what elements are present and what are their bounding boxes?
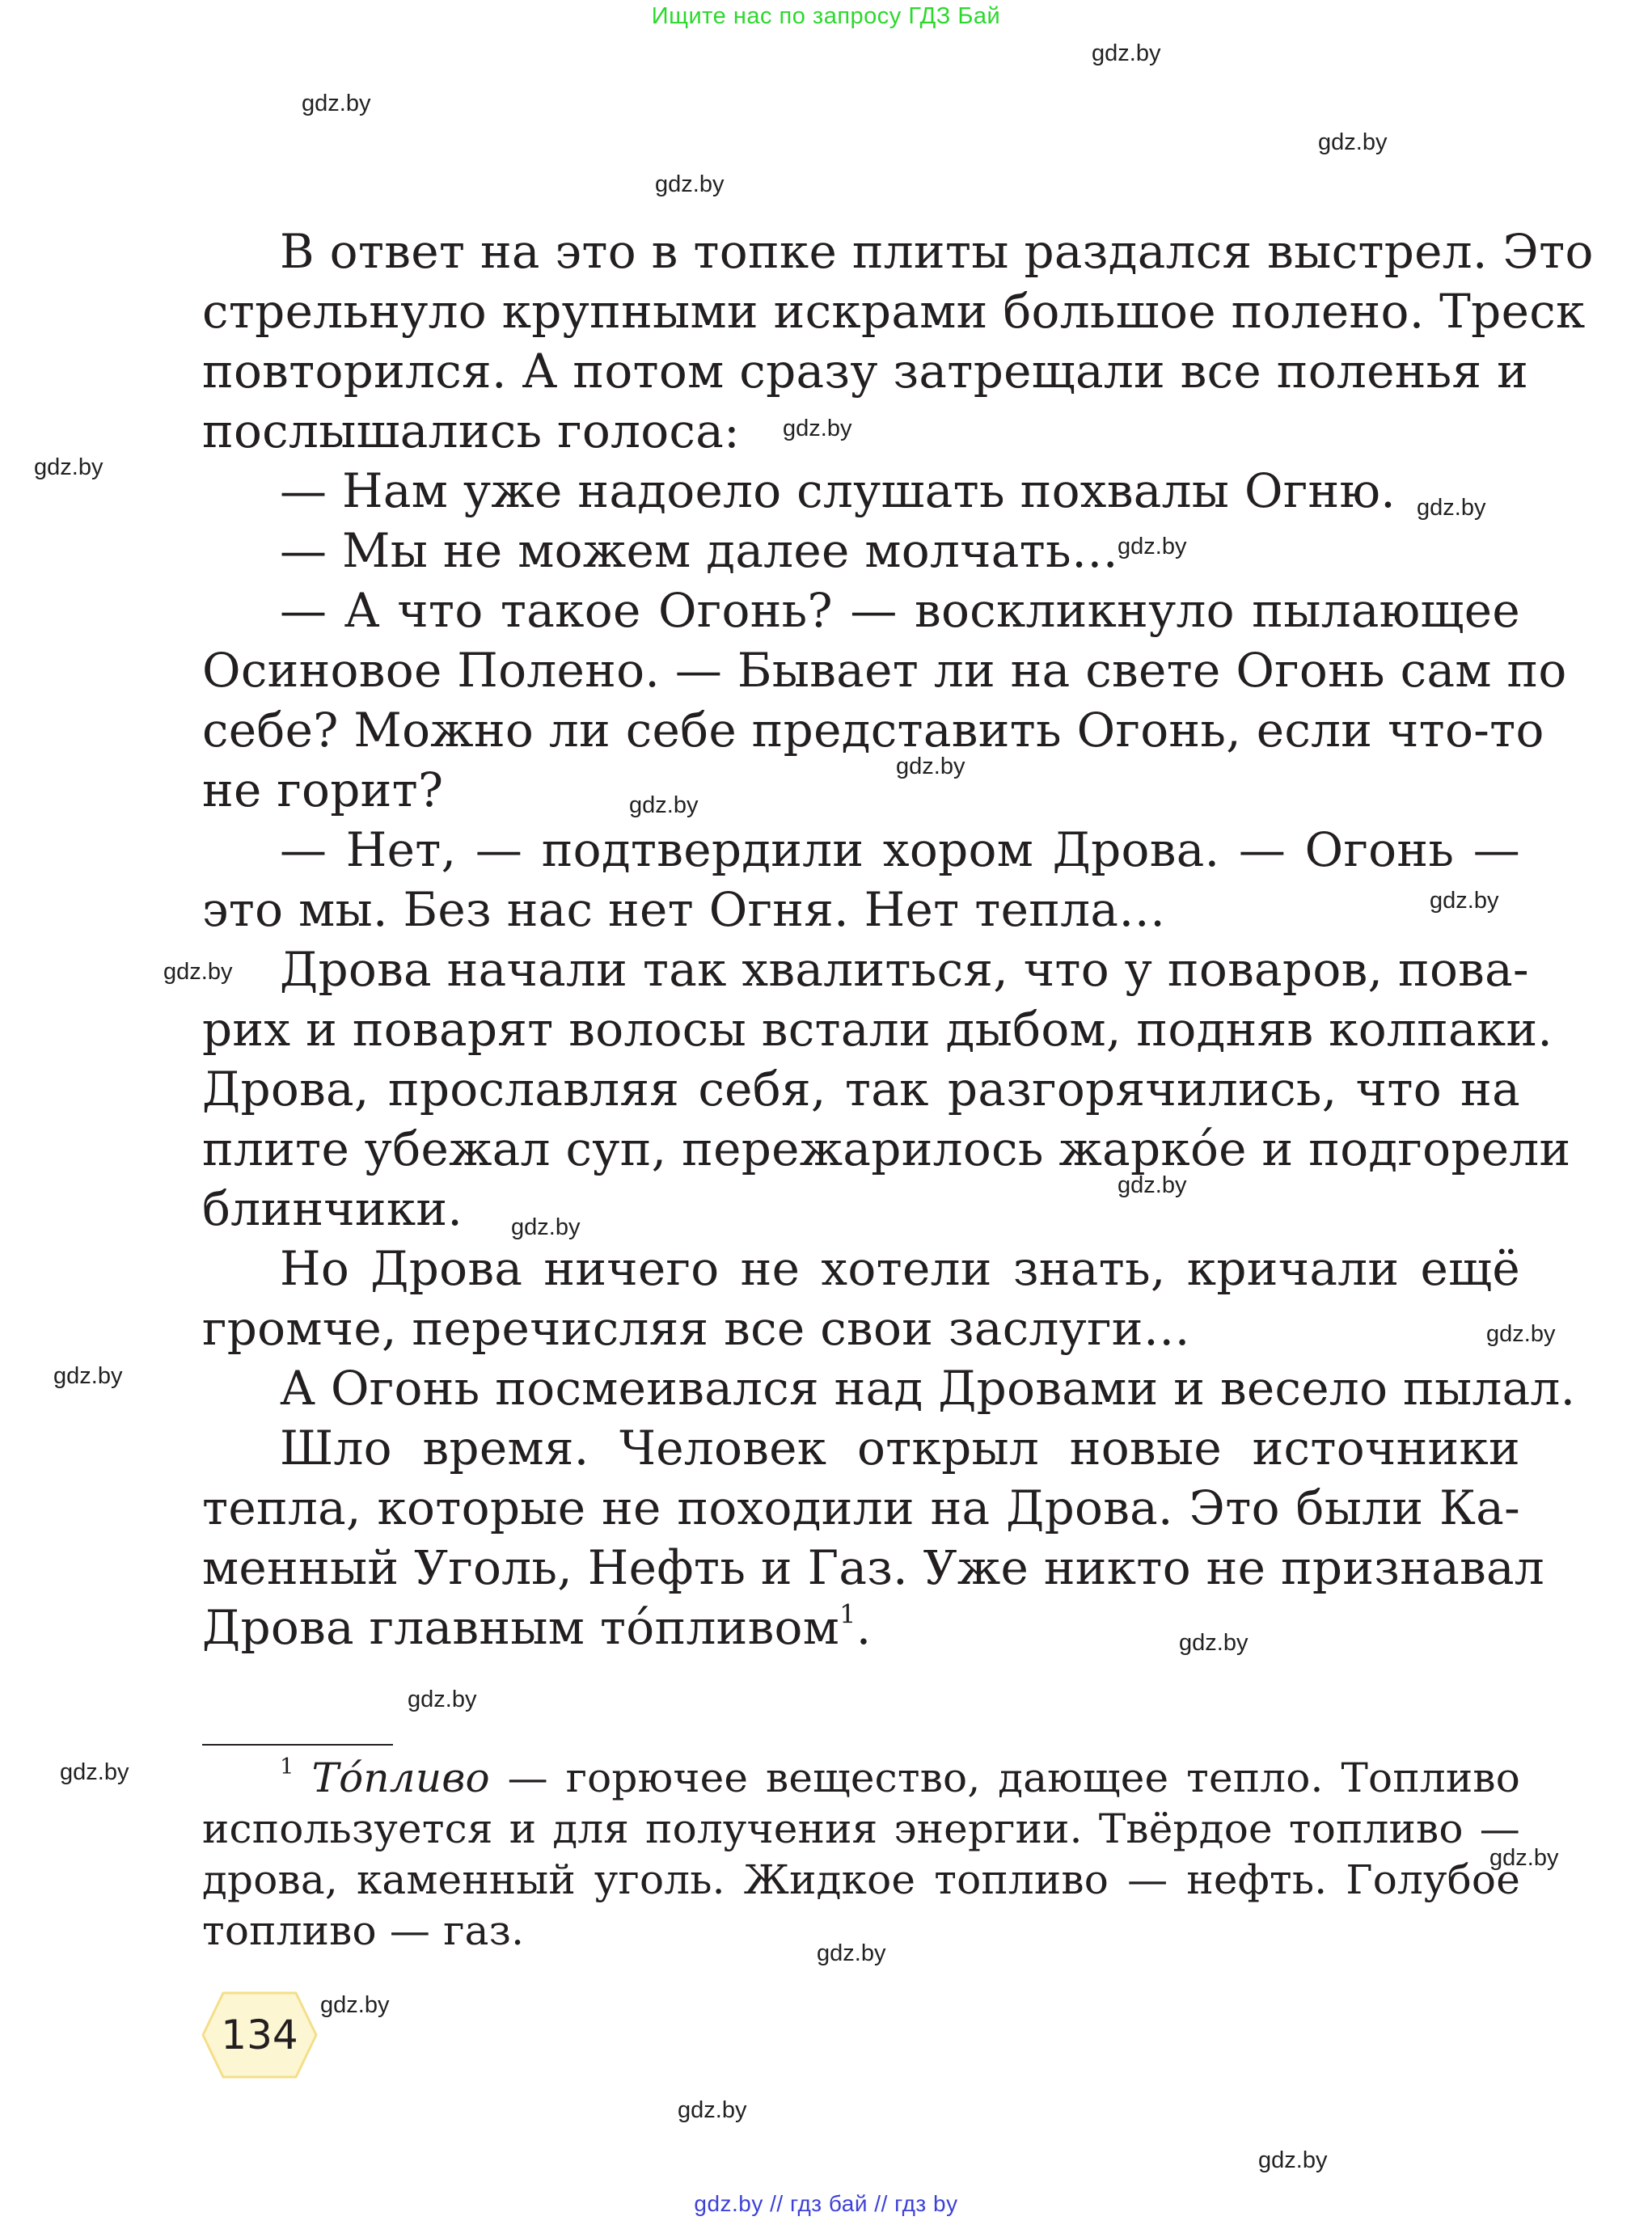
text-line: — А что такое Огонь? — воскликнуло пылающее — [280, 583, 1520, 638]
watermark: gdz.by — [817, 1940, 886, 1966]
footnote-reference: 1 — [839, 1598, 856, 1630]
watermark: gdz.by — [1318, 129, 1388, 155]
watermark: gdz.by — [302, 91, 371, 116]
text-line: Дрова, прославляя себя, так разгорячились, что на — [202, 1062, 1520, 1117]
watermark: gdz.by — [53, 1363, 123, 1389]
page-number-badge — [201, 1991, 319, 2079]
text-line: В ответ на это в топке плиты раздался выстрел. Это — [280, 224, 1594, 279]
text-line: А Огонь посмеивался над Дровами и весело пылал. — [280, 1361, 1576, 1416]
footnote-line: топливо — газ. — [202, 1907, 525, 1954]
watermark: gdz.by — [629, 792, 699, 818]
watermark: gdz.by — [896, 754, 965, 779]
text-line: — Нам уже надоело слушать похвалы Огню. — [280, 463, 1396, 518]
text-line: плите убежал суп, пережарилось жарко́е и подгорели — [202, 1121, 1571, 1176]
footnote-term: То́пливо — [311, 1754, 490, 1801]
watermark: gdz.by — [163, 959, 233, 985]
text-line: — Мы не можем далее молчать… — [280, 523, 1119, 578]
text-line: блинчики. — [202, 1181, 463, 1236]
footnote-line: дрова, каменный уголь. Жидкое топливо — нефть. Голубое — [202, 1856, 1520, 1903]
text-line: себе? Можно ли себе представить Огонь, если что-то — [202, 703, 1544, 758]
top-banner[interactable]: Ищите нас по запросу ГДЗ Бай — [651, 3, 1001, 29]
footnote-line — [202, 1753, 1520, 1804]
text-line-with-footnote-ref: Дрова главным то́пливом$^1$. — [202, 1598, 872, 1655]
text-line: Осиновое Полено. — Бывает ли на свете Огонь сам по — [202, 643, 1567, 698]
watermark: gdz.by — [408, 1687, 477, 1712]
watermark: gdz.by — [511, 1214, 581, 1240]
text-line: повторился. А потом сразу затрещали все поленья и — [202, 344, 1529, 399]
watermark: gdz.by — [1118, 534, 1187, 559]
text-line: не горит? — [202, 762, 444, 817]
text-line: Шло время. Человек открыл новые источники — [280, 1421, 1520, 1476]
watermark: gdz.by — [1092, 40, 1161, 66]
watermark: gdz.by — [1417, 495, 1486, 521]
watermark: gdz.by — [1486, 1321, 1556, 1347]
text-line: рих и поварят волосы встали дыбом, подняв колпаки. — [202, 1002, 1553, 1057]
footnote-line: используется и для получения энергии. Твёрдое топливо — — [202, 1805, 1520, 1852]
footnote — [202, 1753, 1520, 1957]
footnote-definition: — горючее вещество, дающее тепло. Топливо — [489, 1754, 1521, 1801]
text-line: стрельнуло крупными искрами большое полено. Треск — [202, 284, 1586, 339]
watermark: gdz.by — [1258, 2147, 1328, 2173]
page-number: 134 — [221, 2012, 298, 2058]
text-line: менный Уголь, Нефть и Газ. Уже никто не признавал — [202, 1540, 1545, 1595]
watermark: gdz.by — [1489, 1845, 1559, 1871]
watermark: gdz.by — [1430, 888, 1499, 914]
watermark: gdz.by — [783, 416, 852, 441]
watermark: gdz.by — [1118, 1172, 1187, 1198]
footnote-marker: 1 — [280, 1754, 294, 1780]
text-fragment: Дрова главным то́пливом — [202, 1600, 840, 1655]
watermark: gdz.by — [60, 1759, 129, 1785]
watermark: gdz.by — [678, 2097, 747, 2123]
text-line: Дрова начали так хвалиться, что у поваров, пова- — [280, 942, 1529, 997]
watermark: gdz.by — [655, 171, 725, 197]
watermark: gdz.by — [34, 454, 104, 480]
text-line: послышались голоса: — [202, 403, 740, 458]
text-line: тепла, которые не походили на Дрова. Это были Ка- — [202, 1480, 1520, 1535]
text-line: — Нет, — подтвердили хором Дрова. — Огонь — — [280, 822, 1520, 877]
watermark: gdz.by — [320, 1992, 390, 2018]
text-line: Но Дрова ничего не хотели знать, кричали ещё — [280, 1241, 1520, 1296]
text-line: это мы. Без нас нет Огня. Нет тепла… — [202, 882, 1166, 937]
bottom-banner[interactable]: gdz.by // гдз бай // гдз by — [694, 2191, 958, 2216]
text-line: громче, перечисляя все свои заслуги… — [202, 1301, 1191, 1356]
watermark: gdz.by — [1179, 1630, 1249, 1656]
footnote-divider — [202, 1744, 393, 1746]
